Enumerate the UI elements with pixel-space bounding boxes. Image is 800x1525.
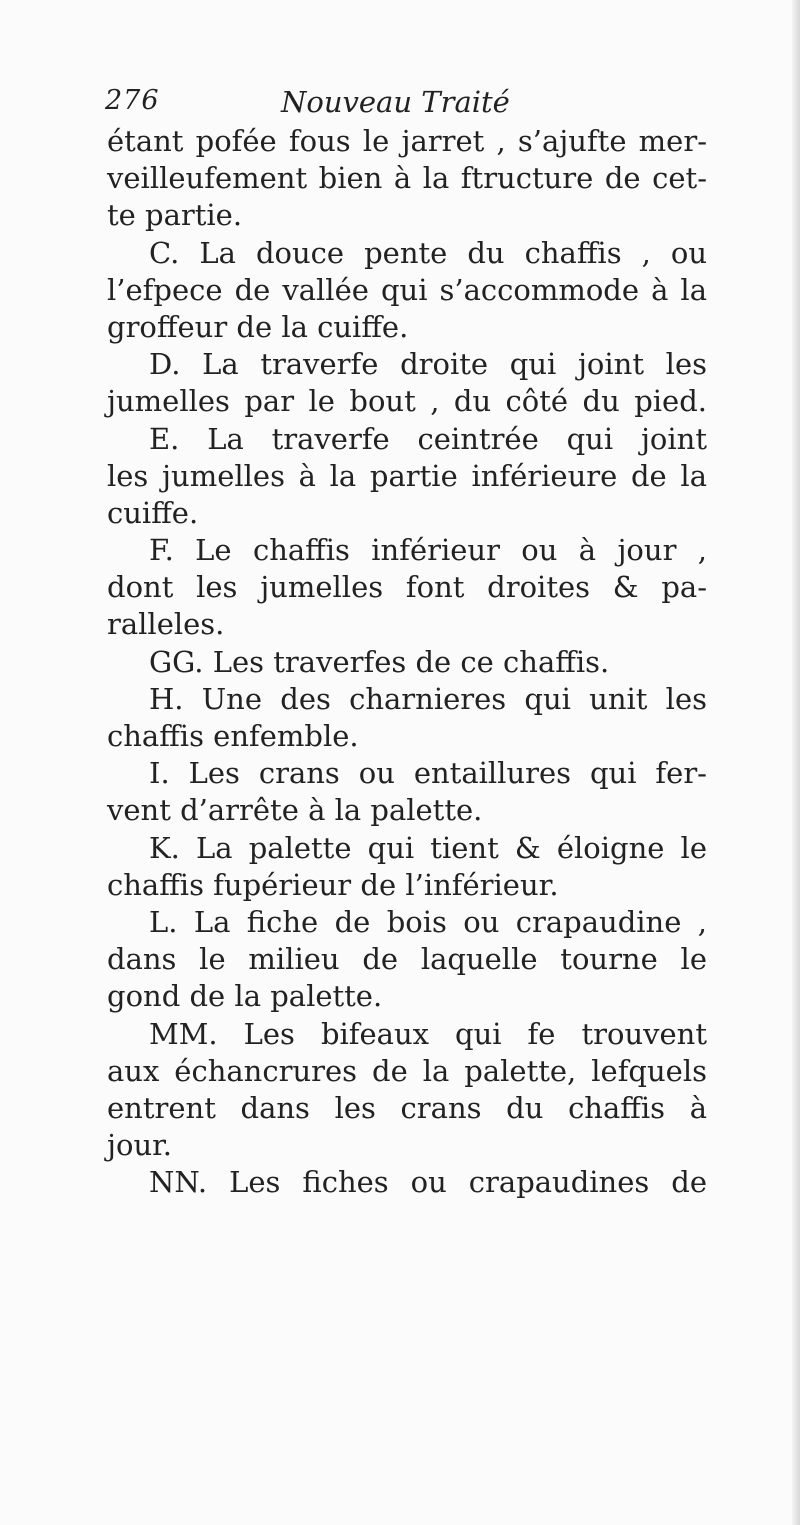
text-line: chaffis fupérieur de l’inférieur. [107, 867, 559, 902]
text-line: étant pofée fous le jarret , s’ajufte mer- [107, 124, 707, 158]
text-line: entrent dans les crans du chaffis à [107, 1090, 707, 1125]
text-line: D. La traverfe droite qui joint les [149, 347, 707, 382]
text-line: L. La fiche de bois ou crapaudine , [149, 904, 707, 939]
text-line: H. Une des charnieres qui unit les [149, 681, 707, 716]
text-line: aux échancrures de la palette, lefquels [107, 1053, 707, 1088]
text-line: dont les jumelles font droites & pa- [107, 570, 707, 605]
text-line: NN. Les fiches ou crapaudines de [149, 1165, 707, 1200]
text-line: les jumelles à la partie inférieure de la [107, 458, 707, 493]
text-line: I. Les crans ou entaillures qui fer- [149, 756, 707, 791]
running-title: Nouveau Traité [281, 85, 510, 119]
text-line: E. La traverfe ceintrée qui joint [149, 421, 707, 456]
text-line: gond de la palette. [107, 979, 383, 1014]
text-line: K. La palette qui tient & éloigne le [149, 830, 707, 865]
text-line: te partie. [107, 198, 243, 233]
text-line: jour. [107, 1128, 173, 1163]
text-line: ralleles. [107, 607, 225, 642]
text-line: jumelles par le bout , du côté du pied. [107, 384, 707, 419]
body-text [107, 123, 707, 1201]
page-edge [792, 0, 800, 1525]
text-line: groffeur de la cuiffe. [107, 309, 409, 344]
text-line: cuiffe. [107, 495, 199, 530]
text-line: C. La douce pente du chaffis , ou [149, 235, 707, 270]
page-number: 276 [105, 85, 160, 116]
text-line: F. Le chaffis inférieur ou à jour , [149, 533, 707, 568]
text-line: chaffis enfemble. [107, 719, 359, 753]
text-line: l’efpece de vallée qui s’accommode à la [107, 272, 707, 307]
page-header [105, 85, 665, 125]
text-line: GG. Les traverfes de ce chaffis. [149, 644, 610, 679]
text-line: veilleufement bien à la ftructure de cet- [107, 161, 707, 196]
text-line: MM. Les bifeaux qui fe trouvent [149, 1016, 707, 1051]
text-line: dans le milieu de laquelle tourne le [107, 942, 707, 977]
text-line: vent d’arrête à la palette. [107, 793, 483, 828]
